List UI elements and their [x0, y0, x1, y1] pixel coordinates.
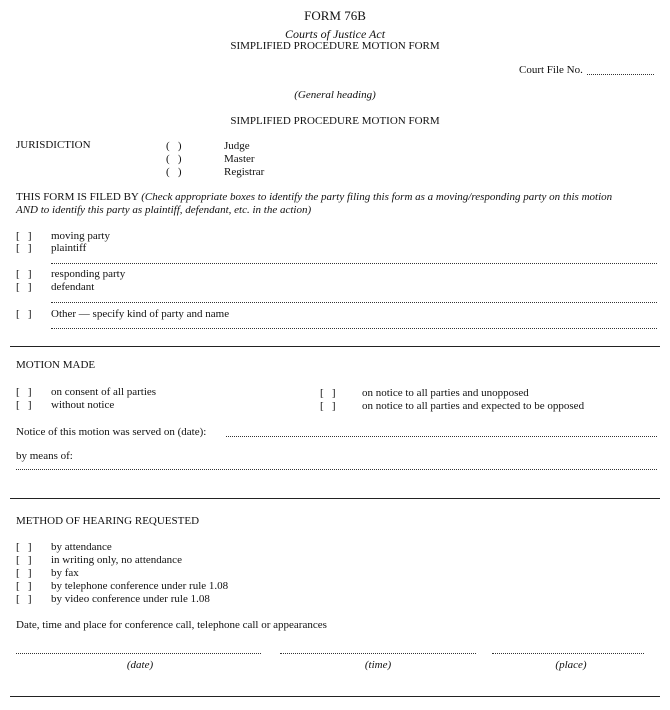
filed-by-instruction-2: AND to identify this party as plaintiff, defendant, etc. in the action): [16, 204, 312, 216]
unopposed-label: on notice to all parties and unopposed: [362, 387, 529, 399]
telephone-conference-box[interactable]: [ ]: [16, 580, 32, 592]
section-divider: [10, 346, 660, 347]
attendance-box[interactable]: [ ]: [16, 541, 32, 553]
place-caption: (place): [555, 659, 587, 671]
form-title: SIMPLIFIED PROCEDURE MOTION FORM: [230, 40, 440, 52]
opposed-box[interactable]: [ ]: [320, 400, 336, 412]
party-detail-line-2[interactable]: [51, 302, 657, 303]
time-field[interactable]: [280, 653, 476, 654]
other-party-box[interactable]: [ ]: [16, 308, 32, 320]
served-on-date-field[interactable]: [226, 436, 657, 437]
jurisdiction-master-label: Master: [224, 153, 255, 165]
moving-party-label: moving party: [51, 230, 110, 242]
date-caption: (date): [126, 659, 154, 671]
filed-by-instruction-1: (Check appropriate boxes to identify the party filing this form as a moving/responding party on this motion: [141, 191, 613, 203]
act-name: Courts of Justice Act: [284, 27, 386, 41]
datetime-place-label: Date, time and place for conference call, telephone call or appearances: [16, 619, 327, 631]
other-party-label: Other — specify kind of party and name: [51, 308, 230, 320]
by-means-field[interactable]: [16, 469, 657, 470]
served-on-label: Notice of this motion was served on (date):: [16, 426, 207, 438]
section-divider: [10, 696, 660, 697]
jurisdiction-registrar-box[interactable]: ( ): [166, 166, 182, 178]
video-conference-box[interactable]: [ ]: [16, 593, 32, 605]
court-file-field[interactable]: [587, 74, 654, 75]
moving-party-box[interactable]: [ ]: [16, 230, 32, 242]
video-conference-label: by video conference under rule 1.08: [51, 593, 210, 605]
by-fax-label: by fax: [51, 567, 79, 579]
section-title: SIMPLIFIED PROCEDURE MOTION FORM: [230, 115, 440, 127]
date-field[interactable]: [16, 653, 261, 654]
defendant-label: defendant: [51, 281, 95, 293]
filed-by-instruction: [16, 191, 612, 203]
telephone-conference-label: by telephone conference under rule 1.08: [51, 580, 229, 592]
hearing-title: METHOD OF HEARING REQUESTED: [16, 515, 200, 527]
attendance-label: by attendance: [51, 541, 112, 553]
jurisdiction-master-box[interactable]: ( ): [166, 153, 182, 165]
defendant-box[interactable]: [ ]: [16, 281, 32, 293]
responding-party-label: responding party: [51, 268, 126, 280]
without-notice-box[interactable]: [ ]: [16, 399, 32, 411]
unopposed-box[interactable]: [ ]: [320, 387, 336, 399]
on-consent-label: on consent of all parties: [51, 386, 157, 398]
motion-made-title: MOTION MADE: [16, 359, 96, 371]
responding-party-box[interactable]: [ ]: [16, 268, 32, 280]
in-writing-box[interactable]: [ ]: [16, 554, 32, 566]
filed-by-lead: THIS FORM IS FILED BY: [16, 191, 139, 203]
section-divider: [10, 498, 660, 499]
jurisdiction-registrar-label: Registrar: [224, 166, 265, 178]
general-heading: (General heading): [294, 89, 376, 101]
court-file-label: Court File No.: [519, 64, 583, 76]
by-fax-box[interactable]: [ ]: [16, 567, 32, 579]
time-caption: (time): [364, 659, 392, 671]
without-notice-label: without notice: [51, 399, 115, 411]
place-field[interactable]: [492, 653, 644, 654]
on-consent-box[interactable]: [ ]: [16, 386, 32, 398]
jurisdiction-judge-box[interactable]: ( ): [166, 140, 182, 152]
by-means-label: by means of:: [16, 450, 73, 462]
opposed-label: on notice to all parties and expected to be opposed: [362, 400, 585, 412]
jurisdiction-label: JURISDICTION: [16, 139, 91, 151]
other-party-line[interactable]: [51, 328, 657, 329]
plaintiff-label: plaintiff: [51, 242, 87, 254]
plaintiff-box[interactable]: [ ]: [16, 242, 32, 254]
in-writing-label: in writing only, no attendance: [51, 554, 182, 566]
form-number: FORM 76B: [304, 8, 366, 23]
party-detail-line-1[interactable]: [51, 263, 657, 264]
jurisdiction-judge-label: Judge: [224, 140, 250, 152]
